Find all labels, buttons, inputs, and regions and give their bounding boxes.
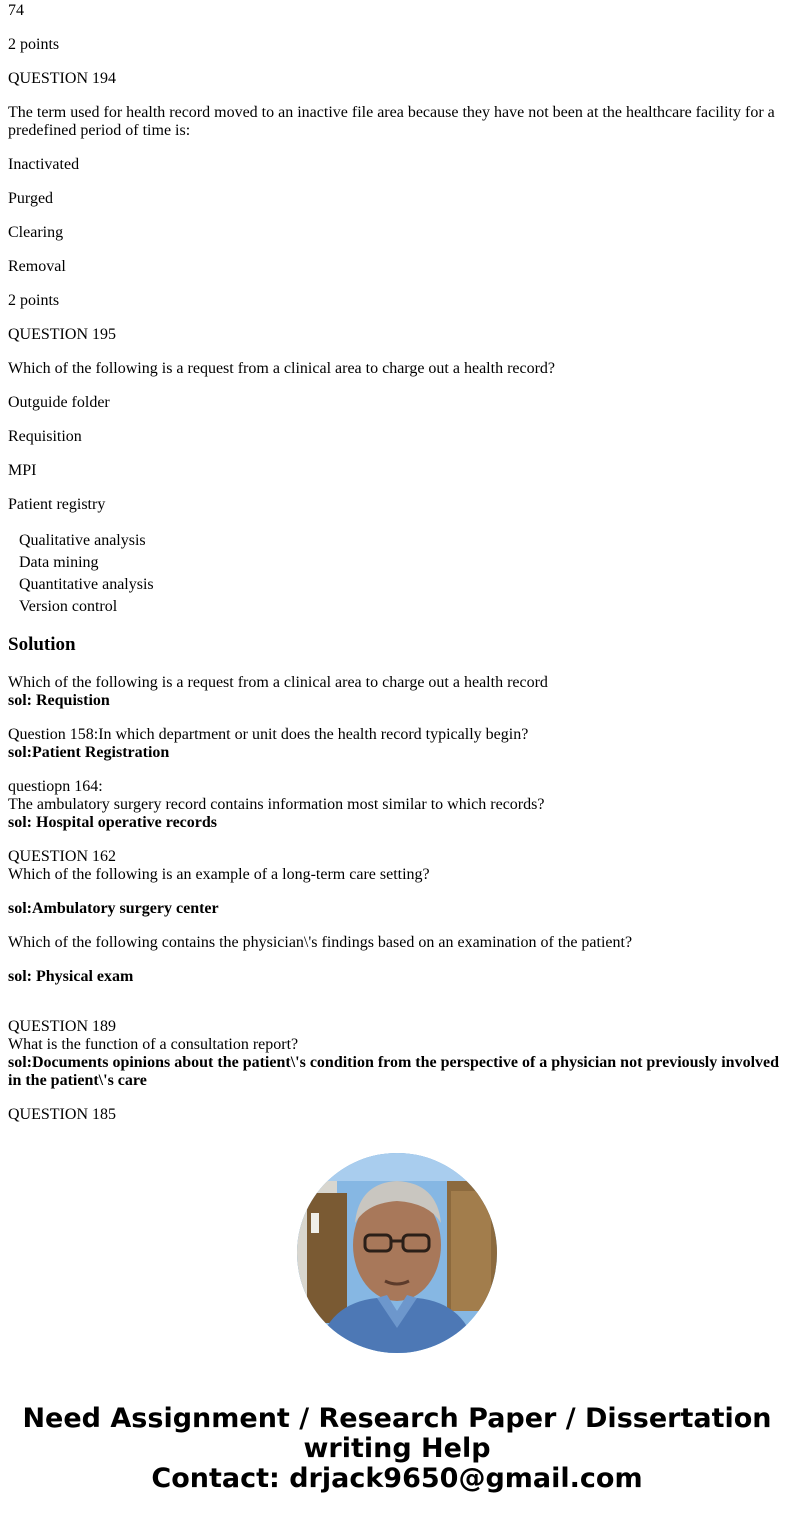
question-195-option: Requisition [8,428,82,445]
question-194-option: Removal [8,258,66,275]
points-label: 2 points [8,36,60,53]
page-number: 74 [8,2,24,19]
solution-answer: sol: Physical exam [8,968,134,985]
footer-promo [0,1122,794,1523]
solution-heading: Solution [8,634,76,655]
solution-item [8,674,786,710]
solution-answer: sol:Patient Registration [8,744,170,761]
spacer [8,952,786,968]
solution-item [8,848,786,918]
list-item: Quantitative analysis [19,576,154,593]
solution-question: QUESTION 162 [8,848,116,865]
promo-line: Need Assignment / Research Paper / Dissertation [22,1403,772,1434]
solution-item [8,726,786,762]
promo-line: writing Help [303,1433,491,1464]
avatar [297,1153,497,1353]
solution-question: QUESTION 185 [8,1106,116,1122]
question-194-heading: QUESTION 194 [8,70,116,87]
list-item: Data mining [19,554,99,571]
solution-question: Question 158:In which department or unit does the health record typically begin? [8,726,529,743]
document-content [8,0,786,1122]
question-195-option: Outguide folder [8,394,110,411]
promo-text [0,1404,794,1494]
solution-answer: sol:Ambulatory surgery center [8,900,219,917]
points-label: 2 points [8,292,60,309]
question-195-option: MPI [8,462,37,479]
list-item: Qualitative analysis [19,532,146,549]
solution-item [8,778,786,832]
extra-options-list [8,530,786,618]
solution-answer: sol: Requistion [8,692,110,709]
question-195-heading: QUESTION 195 [8,326,116,343]
solution-item [8,1106,786,1122]
question-195-text: Which of the following is a request from a clinical area to charge out a health record? [8,360,556,377]
question-194-option: Clearing [8,224,64,241]
solution-question: Which of the following contains the physician\'s findings based on an examination of the patient? [8,934,633,951]
solution-question: Which of the following is an example of a long-term care setting? [8,866,430,883]
solution-answer: sol:Documents opinions about the patient\'s condition from the perspective of a physician not previously involved in the patient\'s care [8,1054,780,1089]
list-item: Version control [19,598,118,615]
question-194-option: Purged [8,190,54,207]
question-195-option: Patient registry [8,496,106,513]
solution-question: What is the function of a consultation report? [8,1036,299,1053]
spacer [8,1002,786,1018]
question-194-option: Inactivated [8,156,80,173]
solution-item [8,934,786,986]
solution-question: QUESTION 189 [8,1018,116,1035]
spacer [8,884,786,900]
portrait-image [297,1153,497,1353]
solution-question: The ambulatory surgery record contains information most similar to which records? [8,796,545,813]
solution-item [8,1018,786,1090]
promo-contact: Contact: drjack9650@gmail.com [151,1463,643,1494]
question-194-text: The term used for health record moved to an inactive file area because they have not been at the healthcare facility for a predefined period of time is: [8,104,775,139]
solution-answer: sol: Hospital operative records [8,814,218,831]
solution-question: Which of the following is a request from a clinical area to charge out a health record [8,674,548,691]
solution-question: questiopn 164: [8,778,103,795]
